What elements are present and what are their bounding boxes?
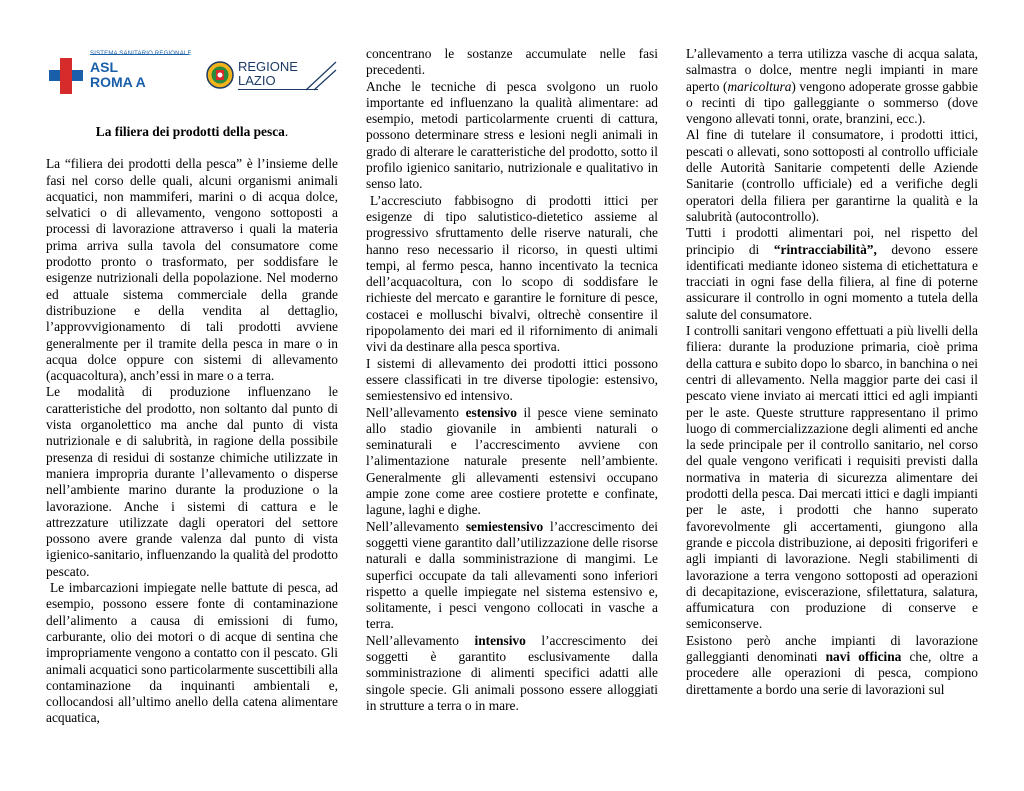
paragraph: Nell’allevamento estensivo il pesce viene seminato allo stadio giovanile in ambienti naturali o seminaturali e l’accrescimento avviene con l’alimentazione naturale presente nell’ambiente. Generalmente gli allevamenti estensivi occupano ampie zone come aree costiere protette e confinate, lagune, laghi e dighe. (366, 404, 658, 518)
term-mariculture: maricoltura (727, 78, 792, 94)
paragraph: Nell’allevamento semiestensivo l’accrescimento dei soggetti viene garantito dall’utilizzazione delle risorse naturali e dalla somministrazione di mangimi. Le superfici occupate da tali allevamenti sono inferiori rispetto a quelle impiegate nel sistema estensivo e, solitamente, i pesci vengono collocati in vasche a terra. (366, 518, 658, 632)
asl-cross-icon (49, 58, 83, 94)
region-logo-text (238, 60, 298, 88)
region-stripes-icon (302, 60, 338, 92)
column-1 (46, 46, 338, 727)
paragraph: Le modalità di produzione influenzano le caratteristiche del prodotto, non soltanto dal punto di vista organolettico ma anche dal punto di vista nutrizionale e di salubrità, in ragione della possibile presenza di residui di sostanze chimiche utilizzate in maniera impropria durante l’allevamento o disperse nell’ambiente marino durante la produzione o la lavorazione. Anche i sistemi di cattura e le attrezzature utilizzate dagli operatori del settore possono avere grande valenza dal punto di vista igienico-sanitario, influenzando la qualità del prodotto pescato. (46, 384, 338, 579)
paragraph: I controlli sanitari vengono effettuati a più livelli della filiera: durante la produzione primaria, cioè prima della cattura e subito dopo lo sbarco, in banchina o nei centri di allevamento. Nella maggior parte dei casi il pescato viene inviato ai mercati ittici ed agli impianti per le aste. Queste strutture rappresentano il primo luogo di commercializzazione degli alimenti ed anche la sede principale per il controllo sanitario, nel corso del quale vengono verificati i requisiti previsti dalla normativa in materia di sicurezza alimentare dei prodotti della pesca. Dai mercati ittici e dagli impianti per le aste, i prodotti che hanno superato favorevolmente gli accertamenti, giungono alla grande e piccola distribuzione, ai depositi frigoriferi e agli impianti di lavorazione. Negli stabilimenti di lavorazione a terra vengono sottoposti ad operazioni di decapitazione, eviscerazione, sfilettatura, salatura, affumicatura con produzione di conserve e semiconserve. (686, 323, 978, 632)
region-line1: REGIONE (238, 59, 298, 74)
paragraph: Tutti i prodotti alimentari poi, nel rispetto del principio di “rintracciabilità”, devono essere identificati mediante idoneo sistema di etichettatura e tracciati in ogni fase della filiera, al fine di poterne assicurare il controllo in ogni momento a tutela della salute del consumatore. (686, 225, 978, 322)
term-factory-ships: navi officina (825, 648, 902, 664)
paragraph: Esistono però anche impianti di lavorazione galleggianti denominati navi officina che, oltre a procedere alle operazioni di pesca, compiono direttamente a bordo una serie di lavorazioni sul (686, 632, 979, 697)
header-logos (46, 46, 338, 116)
region-line2: LAZIO (238, 73, 276, 88)
paragraph: Nell’allevamento intensivo l’accrescimento dei soggetti è garantito esclusivamente dalla somministrazione di alimenti specifici adatti alle singole specie. Gli animali possono essere alloggiati in strutture a terra o in mare. (366, 632, 658, 713)
paragraph: L’accresciuto fabbisogno di prodotti ittici per esigenze di tipo salutistico-dietetico assieme al progressivo sfruttamento delle riserve naturali, che hanno reso necessario il ricorso, in questi ultimi tempi, al fermo pesca, hanno incentivato la tecnica dell’acquacoltura, con lo scopo di soddisfare le richieste del mercato e garantire le forniture di pesce, costacei e molluschi bivalvi, oltrechè consentire il ripopolamento dei mari ed il rifornimento di animali vivi da destinare alla pesca sportiva. (366, 192, 658, 355)
paragraph: Anche le tecniche di pesca svolgono un ruolo importante ed influenzano la qualità alimentare: ad esempio, metodi particolarmente cruenti di cattura, possono determinare stress e lesioni negli animali in grado di alterare le caratteristiche del prodotto, sotto il profilo igienico sanitario, nutrizionale e qualitativo in senso lato. (366, 78, 658, 192)
asl-line2: ROMA A (90, 74, 146, 90)
region-emblem-icon (206, 60, 234, 90)
divider (90, 54, 188, 55)
paragraph: Al fine di tutelare il consumatore, i prodotti ittici, pescati o allevati, sono sottoposti al controllo ufficiale delle Autorità Sanitarie competenti delle Aziende Sanitarie (controllo ufficiale) ed a verifiche degli operatori della filiera per garantirne la qualità e la salubrità (autocontrollo). (686, 127, 978, 224)
term-extensive: estensivo (465, 404, 517, 420)
document-title: La filiera dei prodotti della pesca. (95, 124, 289, 139)
paragraph: L’allevamento a terra utilizza vasche di acqua salata, salmastra o dolce, mentre negli impianti in mare aperto (maricoltura) vengono adoperate grosse gabbie o recinti di tipo galleggiante o sommerso (dove vengono allevati tonni, orate, branzini, ecc.). (686, 46, 978, 127)
term-intensive: intensivo (474, 632, 526, 648)
asl-logo-text (90, 60, 146, 90)
term-traceability: “rintracciabilità”, (773, 241, 877, 257)
paragraph: I sistemi di allevamento dei prodotti ittici possono essere classificati in tre diverse tipologie: estensivo, semiestensivo ed intensivo. (366, 355, 658, 404)
paragraph: concentrano le sostanze accumulate nelle fasi precedenti. (366, 46, 658, 78)
column-2 (366, 46, 658, 714)
paragraph: Le imbarcazioni impiegate nelle battute di pesca, ad esempio, possono essere fonte di contaminazione dell’alimento a causa di emissioni di fumo, carburante, olio dei motori o di acque di sentina che impropriamente vengono a contatto con il pescato. Gli animali acquatici sono particolarmente suscettibili alla contaminazione da inquinanti ambientali e, collocandosi all’ultimo anello della catena alimentare acquatica, (46, 580, 338, 726)
paragraph: La “filiera dei prodotti della pesca” è l’insieme delle fasi nel corso delle quali, alcuni organismi animali acquatici, non mammiferi, marini o di acqua dolce, selvatici o di allevamento, vengono sottoposti a processi di lavorazione attraverso i quali la materia prima arriva sulla tavola del consumatore come prodotto pronto o trasformato, per soddisfare le esigenze nutrizionali della popolazione. Nel moderno ed attuale sistema commerciale della grande distribuzione e della vendita al dettaglio, l’approvvigionamento di tali prodotti avviene generalmente per il tramite della pesca in mare o in acqua dolce oppure con sistemi di allevamento (acquacoltura), anch’essi in mare o a terra. (46, 156, 338, 384)
asl-line1: ASL (90, 59, 118, 75)
column-3 (686, 46, 978, 698)
regional-health-system-label: SISTEMA SANITARIO REGIONALE (90, 51, 192, 57)
term-semi-extensive: semiestensivo (465, 518, 544, 534)
